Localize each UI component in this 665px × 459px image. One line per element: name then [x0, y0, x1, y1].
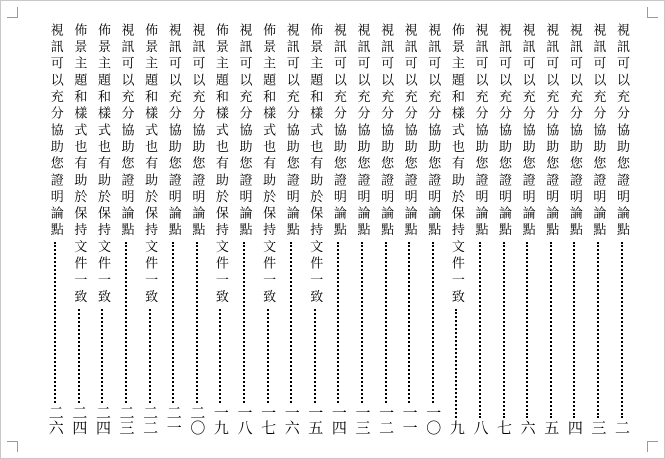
toc-dot-leader: [550, 242, 552, 418]
crop-mark-top-right: [647, 7, 658, 18]
toc-page-number: 一九: [211, 405, 230, 435]
toc-dot-leader: [149, 309, 151, 403]
toc-entry-title: 佈景主題和樣式也有助於保持文件一致: [212, 23, 228, 307]
toc-entry[interactable]: [47, 23, 64, 435]
toc-entry-title: 視訊可以充分協助您證明論點: [614, 23, 629, 240]
toc-page-number: 一三: [353, 405, 372, 435]
toc-page-number: 五: [542, 420, 561, 435]
crop-mark-bottom-right: [647, 441, 658, 452]
toc-entry[interactable]: [94, 23, 111, 435]
toc-page-number: 一八: [235, 405, 254, 435]
crop-mark-bottom-left: [7, 441, 18, 452]
toc-entry-title: 佈景主題和樣式也有助於保持文件一致: [142, 23, 158, 307]
toc-dot-leader: [54, 242, 56, 403]
toc-entry-title: 視訊可以充分協助您證明論點: [425, 23, 441, 240]
toc-dot-leader: [621, 242, 623, 418]
toc-dot-leader: [503, 242, 505, 418]
toc-dot-leader: [219, 309, 221, 403]
toc-dot-leader: [479, 242, 481, 418]
toc-page-number: 一六: [282, 405, 301, 435]
toc-dot-leader: [78, 309, 80, 403]
toc-dot-leader: [432, 242, 434, 403]
crop-mark-top-left: [7, 7, 18, 18]
toc-page-number: 三: [589, 420, 608, 435]
toc-dot-leader: [455, 309, 457, 418]
toc-page-number: 二三: [117, 405, 136, 435]
toc-page-number: 二: [613, 420, 631, 435]
toc-entry[interactable]: [330, 23, 347, 435]
toc-page-number: 二〇: [188, 405, 207, 435]
toc-entry[interactable]: [70, 23, 87, 435]
toc-dot-leader: [385, 242, 387, 403]
toc-entry-title: 視訊可以充分協助您證明論點: [354, 23, 370, 240]
toc-page-number: 二四: [93, 405, 112, 435]
toc-entry-title: 佈景主題和樣式也有助於保持文件一致: [94, 23, 110, 307]
toc-dot-leader: [314, 309, 316, 403]
toc-entry[interactable]: [495, 23, 512, 435]
toc-page-number: 二四: [70, 405, 89, 435]
toc-entry-title: 佈景主題和樣式也有助於保持文件一致: [260, 23, 276, 307]
toc-entry-title: 視訊可以充分協助您證明論點: [283, 23, 299, 240]
toc-entry[interactable]: [353, 23, 370, 435]
toc-dot-leader: [172, 242, 174, 403]
toc-page-number: 一二: [377, 405, 396, 435]
toc-entry[interactable]: [236, 23, 253, 435]
toc-entry-title: 視訊可以充分協助您證明論點: [590, 23, 606, 240]
table-of-contents: [47, 23, 630, 435]
toc-dot-leader: [267, 309, 269, 403]
toc-page-number: 一一: [400, 405, 419, 435]
toc-entry[interactable]: [283, 23, 300, 435]
toc-entry[interactable]: [306, 23, 323, 435]
toc-dot-leader: [101, 309, 103, 403]
toc-page-number: 四: [565, 420, 584, 435]
toc-entry[interactable]: [212, 23, 229, 435]
toc-page-number: 六: [518, 420, 537, 435]
toc-entry[interactable]: [542, 23, 559, 435]
toc-entry-title: 視訊可以充分協助您證明論點: [236, 23, 252, 240]
toc-entry-title: 視訊可以充分協助您證明論點: [401, 23, 417, 240]
toc-dot-leader: [526, 242, 528, 418]
toc-dot-leader: [243, 242, 245, 403]
toc-page-number: 一四: [329, 405, 348, 435]
toc-entry-title: 佈景主題和樣式也有助於保持文件一致: [71, 23, 87, 307]
toc-entry-title: 佈景主題和樣式也有助於保持文件一致: [448, 23, 464, 307]
toc-entry-title: 視訊可以充分協助您證明論點: [189, 23, 205, 240]
toc-dot-leader: [408, 242, 410, 403]
toc-entry[interactable]: [589, 23, 606, 435]
toc-entry-title: 視訊可以充分協助您證明論點: [330, 23, 346, 240]
toc-page-number: 二一: [164, 405, 183, 435]
toc-page-number: 一五: [306, 405, 325, 435]
toc-entry[interactable]: [424, 23, 441, 435]
toc-entry-title: 視訊可以充分協助您證明論點: [519, 23, 535, 240]
toc-page-number: 一七: [259, 405, 278, 435]
toc-dot-leader: [290, 242, 292, 403]
toc-entry-title: 視訊可以充分協助您證明論點: [165, 23, 181, 240]
toc-entry-title: 視訊可以充分協助您證明論點: [566, 23, 582, 240]
toc-entry[interactable]: [613, 23, 630, 435]
toc-page-number: 一〇: [424, 405, 443, 435]
toc-dot-leader: [125, 242, 127, 403]
toc-dot-leader: [196, 242, 198, 403]
toc-dot-leader: [337, 242, 339, 403]
toc-dot-leader: [361, 242, 363, 403]
toc-dot-leader: [597, 242, 599, 418]
toc-entry-title: 視訊可以充分協助您證明論點: [47, 23, 63, 240]
toc-entry-title: 視訊可以充分協助您證明論點: [543, 23, 559, 240]
toc-page-number: 九: [447, 420, 466, 435]
toc-entry[interactable]: [401, 23, 418, 435]
toc-entry-title: 佈景主題和樣式也有助於保持文件一致: [307, 23, 323, 307]
toc-entry[interactable]: [141, 23, 158, 435]
toc-page-number: 二六: [46, 405, 65, 435]
toc-entry[interactable]: [259, 23, 276, 435]
toc-entry[interactable]: [377, 23, 394, 435]
toc-entry[interactable]: [165, 23, 182, 435]
toc-entry[interactable]: [448, 23, 465, 435]
toc-entry[interactable]: [566, 23, 583, 435]
toc-page-number: 八: [471, 420, 490, 435]
toc-entry[interactable]: [188, 23, 205, 435]
toc-page-number: 二二: [141, 405, 160, 435]
toc-dot-leader: [573, 242, 575, 418]
toc-entry[interactable]: [519, 23, 536, 435]
toc-entry-title: 視訊可以充分協助您證明論點: [472, 23, 488, 240]
toc-entry-title: 視訊可以充分協助您證明論點: [118, 23, 134, 240]
toc-entry-title: 視訊可以充分協助您證明論點: [496, 23, 512, 240]
toc-entry[interactable]: [471, 23, 488, 435]
toc-page-number: 七: [495, 420, 514, 435]
toc-entry-title: 視訊可以充分協助您證明論點: [378, 23, 394, 240]
toc-entry[interactable]: [118, 23, 135, 435]
